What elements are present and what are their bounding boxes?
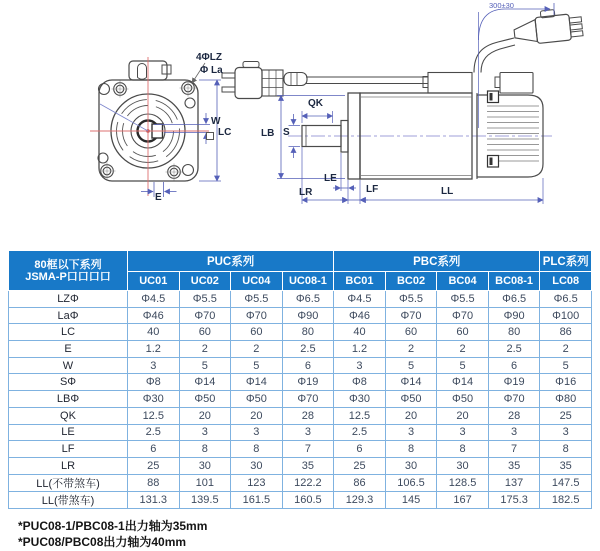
spec-cell: 8 (437, 441, 489, 458)
table-row (9, 391, 592, 408)
spec-cell: Φ5.5 (385, 291, 437, 308)
row-label: SΦ (9, 374, 128, 391)
encoder-cable (474, 38, 514, 73)
table-row (9, 491, 592, 508)
spec-cell: Φ14 (437, 374, 489, 391)
spec-cell: 28 (488, 407, 540, 424)
spec-cell: Φ50 (437, 391, 489, 408)
table-row (9, 457, 592, 474)
spec-cell: 2.5 (282, 341, 334, 358)
column-header: UC01 (128, 272, 180, 291)
row-label: LBΦ (9, 391, 128, 408)
spec-cell: 2.5 (488, 341, 540, 358)
row-label: LZΦ (9, 291, 128, 308)
spec-cell: 2 (179, 341, 231, 358)
spec-cell: Φ14 (179, 374, 231, 391)
spec-cell: 6 (334, 441, 386, 458)
table-row (9, 424, 592, 441)
row-label: LaΦ (9, 307, 128, 324)
table-corner-header: 80框以下系列 JSMA-P口口口口 (9, 251, 128, 291)
spec-cell: 2.5 (334, 424, 386, 441)
spec-cell: Φ14 (385, 374, 437, 391)
table-row (9, 357, 592, 374)
front-view (90, 57, 221, 197)
spec-cell: 2.5 (128, 424, 180, 441)
spec-cell: Φ90 (282, 307, 334, 324)
series-group-header: PUC系列 (128, 251, 334, 272)
table-row (9, 374, 592, 391)
spec-cell: 8 (540, 441, 592, 458)
spec-cell: Φ50 (179, 391, 231, 408)
spec-cell: 160.5 (282, 491, 334, 508)
column-header: BC02 (385, 272, 437, 291)
encoder-clamps (488, 91, 499, 167)
spec-cell: 3 (334, 357, 386, 374)
series-group-header: PLC系列 (540, 251, 592, 272)
encoder-housing (477, 95, 543, 177)
spec-table-head (9, 251, 592, 291)
spec-cell: 30 (231, 457, 283, 474)
label-le: LE (324, 173, 337, 184)
spec-cell: Φ46 (334, 307, 386, 324)
spec-cell: 161.5 (231, 491, 283, 508)
spec-cell: Φ4.5 (334, 291, 386, 308)
label-s: S (283, 127, 290, 138)
spec-cell: Φ100 (540, 307, 592, 324)
row-label: LL(不带煞车) (9, 474, 128, 491)
footnote: *PUC08/PBC08出力轴为40mm (18, 534, 187, 549)
spec-cell: 3 (385, 424, 437, 441)
spec-cell: 28 (282, 407, 334, 424)
spec-cell: 2 (540, 341, 592, 358)
column-header: LC08 (540, 272, 592, 291)
spec-cell: 60 (437, 324, 489, 341)
spec-cell: 88 (128, 474, 180, 491)
power-cable (306, 77, 428, 84)
spec-cell: 5 (540, 357, 592, 374)
spec-cell: 35 (282, 457, 334, 474)
spec-cell: 30 (437, 457, 489, 474)
spec-cell: Φ19 (488, 374, 540, 391)
spec-cell: 5 (231, 357, 283, 374)
spec-cell: 3 (282, 424, 334, 441)
spec-cell: 6 (282, 357, 334, 374)
spec-cell: 2 (437, 341, 489, 358)
spec-cell: 30 (385, 457, 437, 474)
table-row (9, 407, 592, 424)
spec-cell: 106.5 (385, 474, 437, 491)
spec-cell: 80 (488, 324, 540, 341)
spec-cell: 20 (179, 407, 231, 424)
table-row (9, 324, 592, 341)
label-lf: LF (366, 184, 379, 195)
encoder-ribs (487, 106, 539, 161)
spec-cell: 145 (385, 491, 437, 508)
table-row (9, 474, 592, 491)
table-row (9, 291, 592, 308)
spec-cell: 6 (488, 357, 540, 374)
spec-cell: Φ6.5 (540, 291, 592, 308)
motor-dimension-diagram (0, 0, 600, 248)
technical-drawing (0, 0, 600, 248)
spec-cell: Φ30 (128, 391, 180, 408)
row-label: LE (9, 424, 128, 441)
row-label: LR (9, 457, 128, 474)
spec-cell: Φ8 (334, 374, 386, 391)
spec-cell: Φ80 (540, 391, 592, 408)
row-label: LF (9, 441, 128, 458)
spec-cell: Φ6.5 (488, 291, 540, 308)
spec-cell: 3 (231, 424, 283, 441)
spec-cell: Φ4.5 (128, 291, 180, 308)
spec-cell: 167 (437, 491, 489, 508)
spec-cell: 12.5 (334, 407, 386, 424)
column-header: BC04 (437, 272, 489, 291)
label-4lz: 4ΦLZ (196, 52, 222, 63)
spec-cell: Φ70 (488, 391, 540, 408)
spec-cell: 1.2 (334, 341, 386, 358)
label-lr: LR (299, 187, 313, 198)
spec-cell: Φ70 (179, 307, 231, 324)
spec-cell: 25 (540, 407, 592, 424)
column-header: UC04 (231, 272, 283, 291)
table-row (9, 441, 592, 458)
spec-cell: 86 (540, 324, 592, 341)
spec-cell: Φ70 (385, 307, 437, 324)
side-view (222, 3, 583, 204)
spec-cell: 122.2 (282, 474, 334, 491)
spec-cell: Φ8 (128, 374, 180, 391)
spec-cell: Φ16 (540, 374, 592, 391)
spec-cell: 3 (128, 357, 180, 374)
spec-cell: Φ50 (385, 391, 437, 408)
spec-cell: Φ70 (437, 307, 489, 324)
column-header: BC08-1 (488, 272, 540, 291)
spec-cell: 1.2 (128, 341, 180, 358)
row-label: LC (9, 324, 128, 341)
table-row (9, 307, 592, 324)
spec-cell: 86 (334, 474, 386, 491)
spec-cell: 35 (488, 457, 540, 474)
spec-cell: 3 (179, 424, 231, 441)
spec-cell: 8 (385, 441, 437, 458)
spec-cell: Φ50 (231, 391, 283, 408)
row-label: QK (9, 407, 128, 424)
column-header: BC01 (334, 272, 386, 291)
row-label: LL(带煞车) (9, 491, 128, 508)
spec-cell: 6 (128, 441, 180, 458)
spec-cell: 7 (488, 441, 540, 458)
spec-cell: 2 (385, 341, 437, 358)
spec-cell: 131.3 (128, 491, 180, 508)
spec-cell: 182.5 (540, 491, 592, 508)
spec-cell: 123 (231, 474, 283, 491)
table-row (9, 341, 592, 358)
spec-cell: 5 (385, 357, 437, 374)
spec-cell: 139.5 (179, 491, 231, 508)
square-symbol (206, 132, 214, 140)
label-lc: LC (218, 127, 232, 138)
spec-cell: 175.3 (488, 491, 540, 508)
spec-cell: 8 (231, 441, 283, 458)
spec-cell: 101 (179, 474, 231, 491)
spec-cell: 147.5 (540, 474, 592, 491)
spec-cell: 60 (179, 324, 231, 341)
spec-cell: 25 (334, 457, 386, 474)
spec-cell: 20 (385, 407, 437, 424)
label-ll: LL (441, 186, 454, 197)
spec-cell: 60 (385, 324, 437, 341)
spec-table (8, 250, 592, 509)
cable-ferrule (284, 73, 307, 86)
column-header: UC02 (179, 272, 231, 291)
spec-cell: 35 (540, 457, 592, 474)
label-lb: LB (261, 128, 275, 139)
spec-cell: Φ5.5 (179, 291, 231, 308)
spec-cell: Φ46 (128, 307, 180, 324)
spec-cell: 20 (437, 407, 489, 424)
spec-cell: Φ70 (231, 307, 283, 324)
spec-cell: 60 (231, 324, 283, 341)
spec-cell: 128.5 (437, 474, 489, 491)
spec-cell: 7 (282, 441, 334, 458)
spec-cell: Φ5.5 (231, 291, 283, 308)
row-label: E (9, 341, 128, 358)
spec-cell: 5 (437, 357, 489, 374)
qk-dimension (302, 111, 333, 123)
encoder-plug (512, 7, 583, 46)
power-plug (222, 62, 283, 99)
footnote: *PUC08-1/PBC08-1出力轴为35mm (18, 518, 208, 533)
spec-cell: Φ30 (334, 391, 386, 408)
spec-cell: Φ14 (231, 374, 283, 391)
spec-cell: 12.5 (128, 407, 180, 424)
label-la: Φ La (200, 65, 223, 76)
spec-cell: Φ70 (282, 391, 334, 408)
spec-cell: Φ5.5 (437, 291, 489, 308)
spec-cell: Φ90 (488, 307, 540, 324)
spec-cell: 25 (128, 457, 180, 474)
spec-cell: 5 (179, 357, 231, 374)
spec-cell: 30 (179, 457, 231, 474)
corner-holes (98, 84, 195, 176)
spec-cell: 2 (231, 341, 283, 358)
spec-table-body (9, 291, 592, 509)
spec-cell: 129.3 (334, 491, 386, 508)
footnotes (18, 518, 600, 550)
label-cable-length: 300±30 (489, 1, 514, 10)
spec-cell: 40 (334, 324, 386, 341)
spec-cell: 20 (231, 407, 283, 424)
spec-cell: Φ19 (282, 374, 334, 391)
column-header: UC08-1 (282, 272, 334, 291)
spec-cell: 3 (437, 424, 489, 441)
label-qk: QK (308, 98, 323, 109)
motor-connectors (423, 73, 533, 94)
spec-cell: 3 (488, 424, 540, 441)
label-w: W (211, 116, 221, 127)
spec-cell: 40 (128, 324, 180, 341)
series-group-header: PBC系列 (334, 251, 540, 272)
row-label: W (9, 357, 128, 374)
spec-table-container (8, 250, 592, 509)
label-e: E (155, 192, 162, 203)
spec-cell: 137 (488, 474, 540, 491)
spec-cell: 3 (540, 424, 592, 441)
keyhole-slot (138, 64, 147, 80)
spec-cell: 8 (179, 441, 231, 458)
spec-cell: 80 (282, 324, 334, 341)
spec-cell: Φ6.5 (282, 291, 334, 308)
bolt-circle-radius-line (100, 104, 148, 131)
